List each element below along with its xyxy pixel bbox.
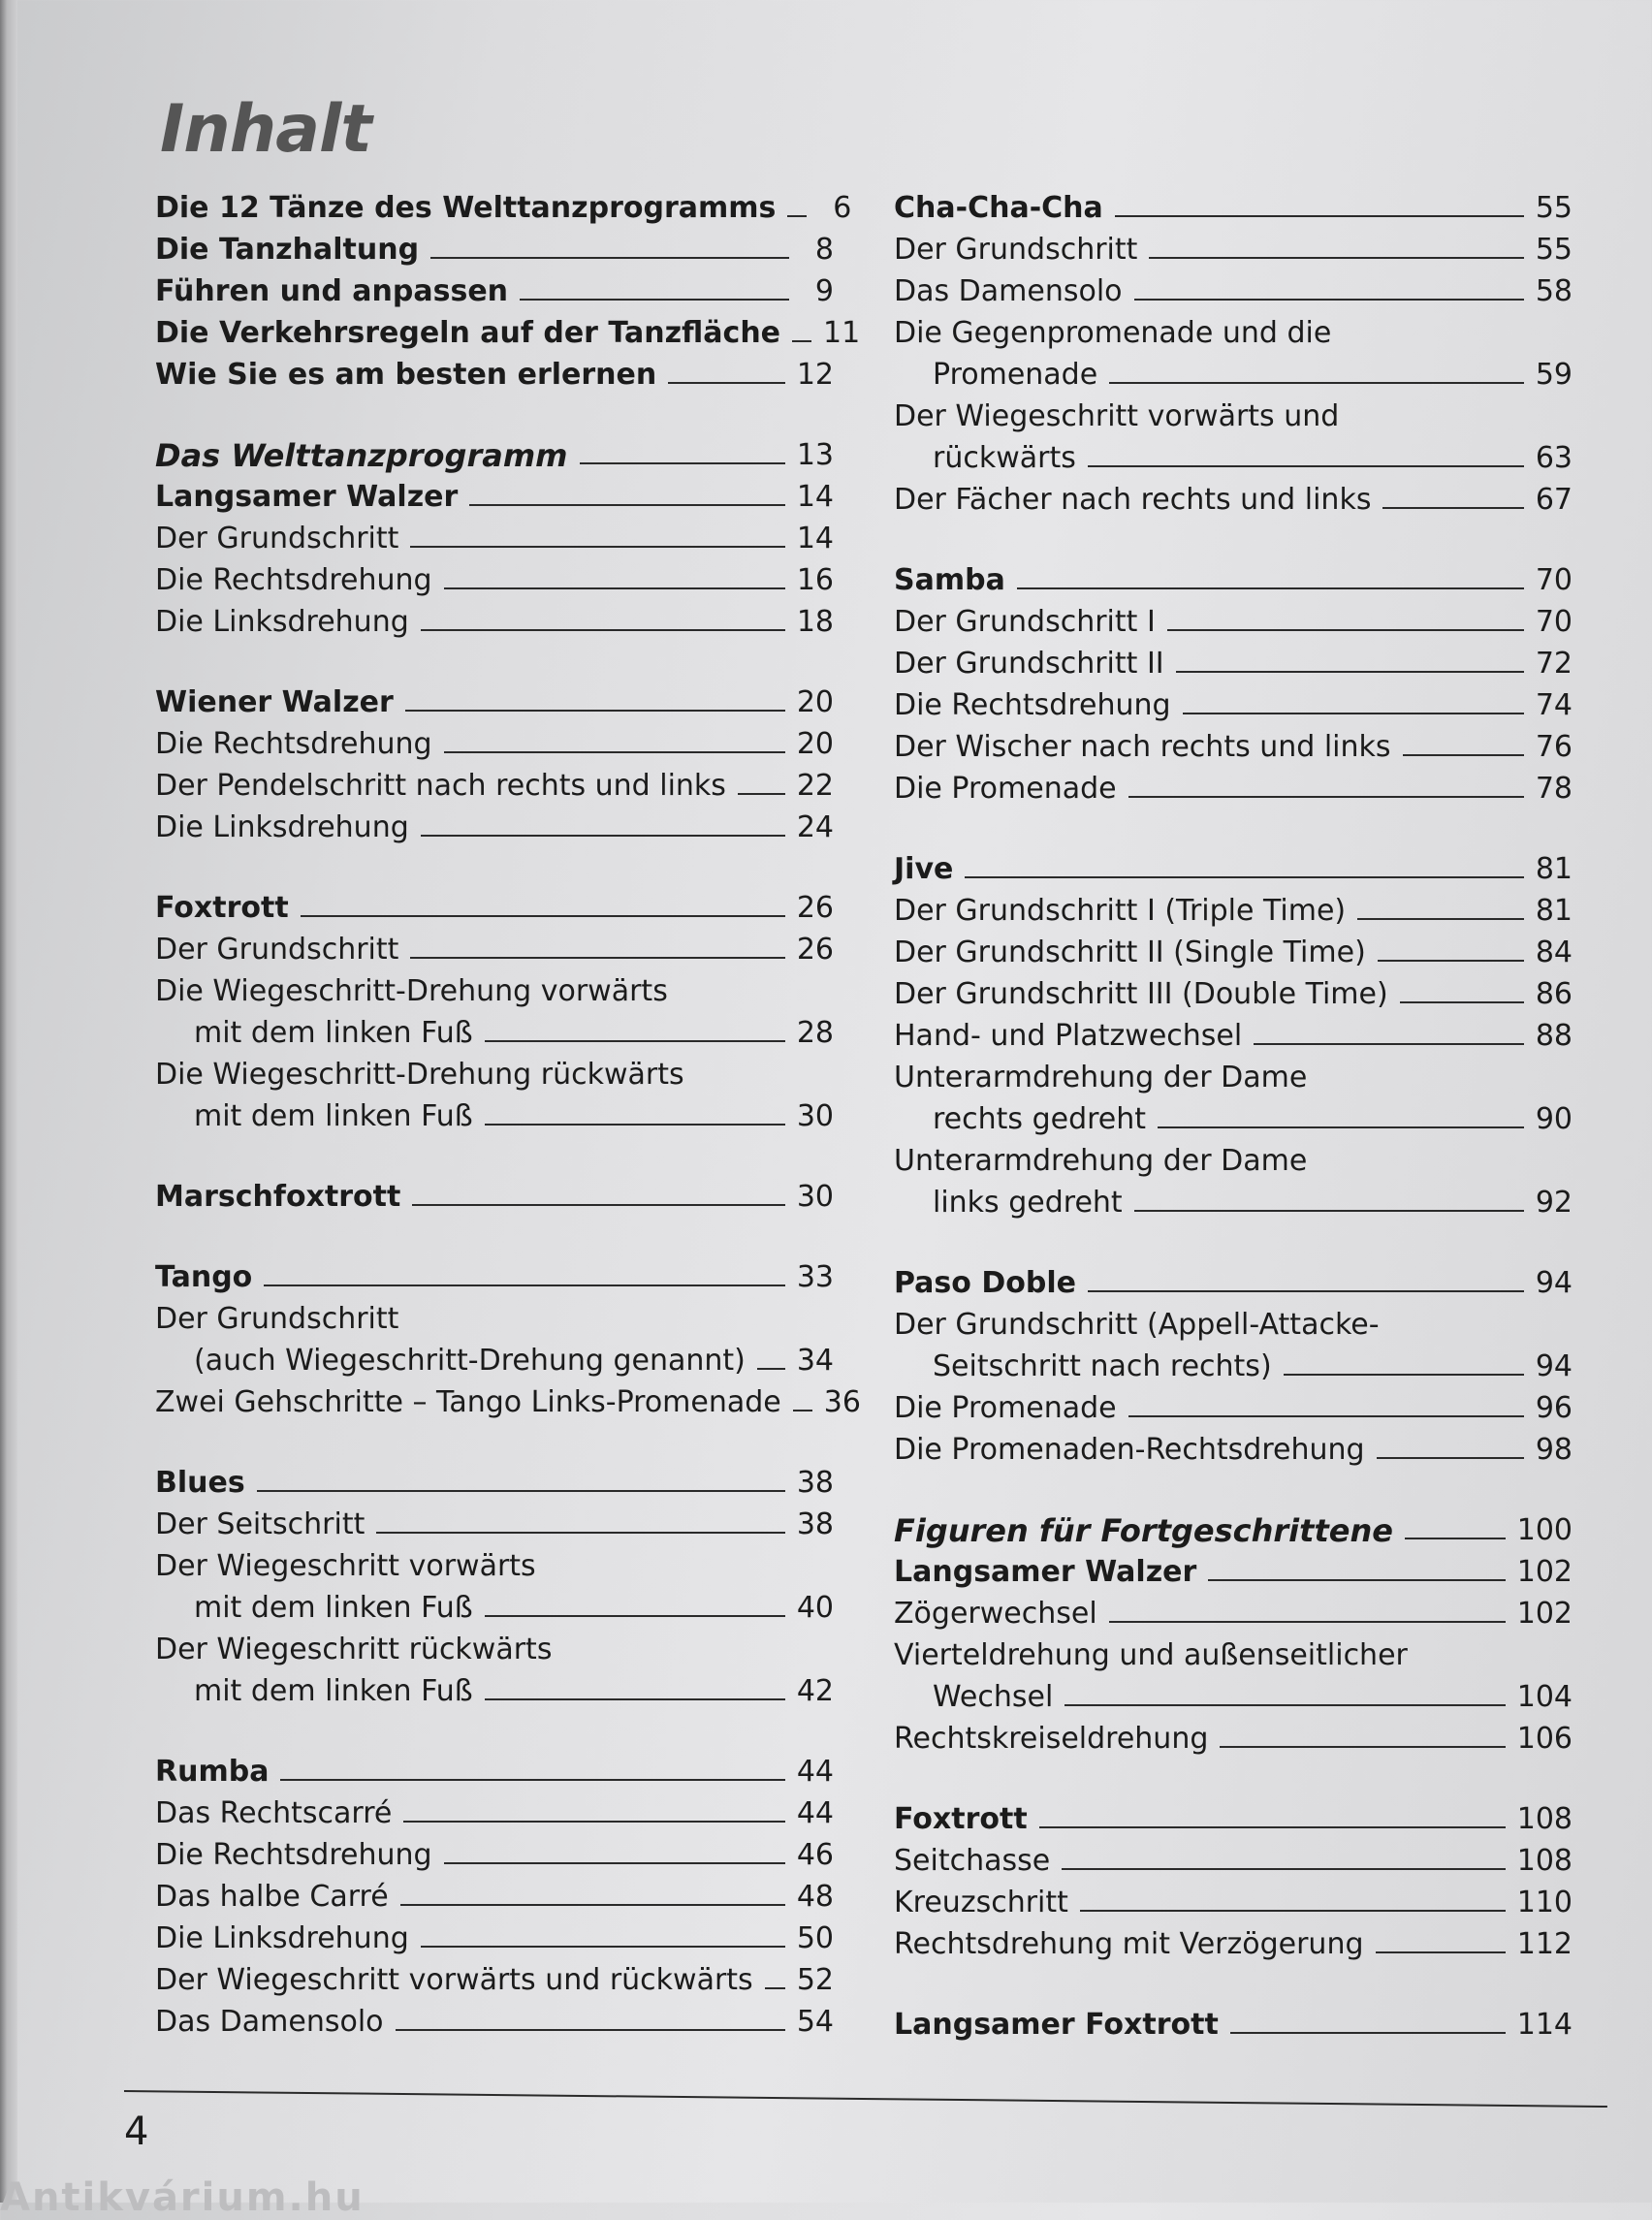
- toc-leader-line: [1134, 299, 1524, 301]
- toc-entry: [155, 1379, 861, 1420]
- toc-page-number: 40: [796, 1591, 834, 1625]
- toc-label: links gedreht: [933, 1186, 1123, 1220]
- toc-page-number: 70: [1535, 605, 1573, 639]
- toc-label: Die Rechtsdrehung: [155, 1838, 432, 1872]
- toc-leader-line: [792, 340, 811, 342]
- toc-heading: [155, 351, 834, 393]
- toc-page-number: 112: [1516, 1927, 1573, 1961]
- toc-entry: [894, 351, 1573, 393]
- toc-label: Der Grundschritt I (Triple Time): [894, 894, 1347, 928]
- toc-leader-line: [757, 1368, 785, 1370]
- toc-page-number: 26: [796, 891, 834, 925]
- toc-page-number: 44: [796, 1755, 834, 1789]
- toc-entry: [155, 1501, 834, 1542]
- toc-label: Die Tanzhaltung: [155, 233, 420, 267]
- toc-label: Promenade: [933, 358, 1098, 392]
- toc-label: Langsamer Walzer: [894, 1555, 1197, 1589]
- toc-page-number: 104: [1516, 1680, 1573, 1714]
- footer-rule: [124, 2090, 1607, 2108]
- toc-left-column: [155, 184, 861, 2078]
- toc-label: Rumba: [155, 1755, 270, 1789]
- toc-page-number: 8: [814, 233, 834, 267]
- toc-leader-line: [1377, 1457, 1524, 1459]
- toc-page-number: 106: [1516, 1722, 1573, 1756]
- toc-page-number: 110: [1516, 1886, 1573, 1919]
- toc-entry-text: Der Grundschritt: [155, 1302, 399, 1336]
- toc-leader-line: [965, 876, 1523, 878]
- toc-leader-line: [580, 462, 785, 464]
- toc-leader-line: [421, 1946, 785, 1948]
- toc-heading: [155, 1253, 834, 1295]
- toc-label: rechts gedreht: [933, 1102, 1147, 1136]
- toc-entry: [894, 226, 1573, 268]
- toc-page-number: 30: [796, 1099, 834, 1133]
- toc-leader-line: [1183, 713, 1524, 714]
- toc-heading: [155, 309, 861, 351]
- toc-entry: [155, 1956, 834, 1998]
- toc-label: Tango: [155, 1260, 253, 1294]
- toc-leader-line: [444, 587, 785, 589]
- toc-leader-line: [301, 915, 785, 917]
- toc-page-number: 6: [833, 191, 852, 225]
- toc-label: Zögerwechsel: [894, 1597, 1097, 1631]
- toc-leader-line: [485, 1124, 785, 1126]
- toc-entry: [155, 1584, 834, 1626]
- toc-leader-line: [421, 835, 785, 837]
- toc-label: Der Grundschritt I: [894, 605, 1156, 639]
- toc-label: Die Linksdrehung: [155, 605, 409, 639]
- toc-group: [894, 556, 1573, 807]
- toc-entry: [155, 1831, 834, 1873]
- toc-page-number: 42: [796, 1674, 834, 1708]
- toc-label: Der Fächer nach rechts und links: [894, 483, 1372, 517]
- toc-entry-text: Unterarmdrehung der Dame: [894, 1061, 1308, 1094]
- toc-leader-line: [257, 1490, 785, 1492]
- toc-page-number: 36: [823, 1385, 861, 1419]
- book-binding-shadow: [0, 0, 17, 2203]
- toc-leader-line: [738, 793, 785, 795]
- toc-leader-line: [520, 299, 789, 301]
- toc-group: [155, 679, 834, 845]
- toc-leader-line: [1017, 587, 1524, 589]
- toc-page-number: 84: [1535, 936, 1573, 969]
- toc-label: Samba: [894, 563, 1005, 597]
- toc-leader-line: [1128, 1415, 1524, 1417]
- toc-heading: [894, 1548, 1573, 1590]
- toc-entry: [155, 720, 834, 762]
- toc-label: Der Pendelschritt nach rechts und links: [155, 769, 726, 803]
- toc-page-number: 102: [1516, 1555, 1573, 1589]
- toc-entry: [894, 765, 1573, 807]
- toc-label: Seitschritt nach rechts): [933, 1349, 1272, 1383]
- toc-leader-line: [469, 504, 785, 506]
- toc-heading: [894, 184, 1573, 226]
- toc-leader-line: [410, 957, 784, 959]
- toc-section: [894, 1506, 1573, 1548]
- toc-entry: [155, 1790, 834, 1831]
- toc-group: [894, 1795, 1573, 1962]
- toc-page-number: 58: [1535, 274, 1573, 308]
- toc-entry: [894, 1715, 1573, 1757]
- toc-entry: [894, 1879, 1573, 1920]
- toc-entry: [894, 268, 1573, 309]
- toc-leader-line: [412, 1204, 784, 1206]
- toc-leader-line: [1080, 1910, 1506, 1912]
- toc-leader-line: [403, 1821, 784, 1823]
- toc-page-number: 76: [1535, 730, 1573, 764]
- toc-leader-line: [1115, 215, 1524, 217]
- toc-page-number: 14: [796, 522, 834, 555]
- toc-group: [894, 1506, 1573, 1757]
- toc-leader-line: [1382, 507, 1523, 509]
- toc-page-number: 55: [1535, 191, 1573, 225]
- toc-label: Cha-Cha-Cha: [894, 191, 1103, 225]
- toc-label: Figuren für Fortgeschrittene: [894, 1512, 1393, 1549]
- toc-page-number: 114: [1516, 2008, 1573, 2042]
- toc-leader-line: [485, 1698, 785, 1700]
- toc-group: [155, 184, 861, 393]
- toc-label: Paso Doble: [894, 1266, 1076, 1300]
- toc-label: Wie Sie es am besten erlernen: [155, 358, 657, 392]
- toc-page-number: 33: [796, 1260, 834, 1294]
- toc-label: Die Rechtsdrehung: [155, 727, 432, 761]
- toc-page-number: 108: [1516, 1802, 1573, 1836]
- toc-entry: [894, 434, 1573, 476]
- toc-page-number: 28: [796, 1016, 834, 1050]
- toc-entry: [894, 1343, 1573, 1384]
- toc-label: Zwei Gehschritte – Tango Links-Promenade: [155, 1385, 781, 1419]
- toc-label: Das Welttanzprogramm: [155, 437, 568, 474]
- toc-leader-line: [1064, 1704, 1505, 1706]
- toc-entry: [894, 1012, 1573, 1054]
- toc-label: Wechsel: [933, 1680, 1054, 1714]
- toc-heading: [155, 184, 852, 226]
- toc-entry: [155, 1873, 834, 1915]
- toc-heading: [894, 2001, 1573, 2043]
- toc-entry: [155, 1915, 834, 1956]
- toc-entry: [155, 1009, 834, 1051]
- toc-page-number: 16: [796, 563, 834, 597]
- toc-page-number: 94: [1535, 1349, 1573, 1383]
- toc-label: Marschfoxtrott: [155, 1180, 401, 1214]
- toc-entry: [894, 598, 1573, 640]
- toc-label: Der Wiegeschritt vorwärts und rückwärts: [155, 1963, 753, 1997]
- toc-entry: [894, 476, 1573, 518]
- toc-page-number: 54: [796, 2005, 834, 2039]
- toc-label: Führen und anpassen: [155, 274, 509, 308]
- toc-label: rückwärts: [933, 441, 1076, 475]
- toc-leader-line: [405, 710, 785, 712]
- toc-page-number: 9: [814, 274, 834, 308]
- toc-page-number: 11: [823, 316, 861, 350]
- toc-page-number: 52: [796, 1963, 834, 1997]
- toc-leader-line: [1109, 1621, 1506, 1623]
- toc-group: [894, 2001, 1573, 2043]
- toc-leader-line: [668, 382, 785, 384]
- toc-label: Die Linksdrehung: [155, 810, 409, 844]
- toc-leader-line: [1254, 1043, 1524, 1045]
- toc-leader-line: [1088, 465, 1524, 467]
- toc-label: Rechtskreiseldrehung: [894, 1722, 1209, 1756]
- toc-page-number: 12: [796, 358, 834, 392]
- toc-leader-line: [1403, 754, 1524, 756]
- toc-entry: [894, 970, 1573, 1012]
- toc-label: Das Damensolo: [894, 274, 1123, 308]
- toc-label: Rechtsdrehung mit Verzögerung: [894, 1927, 1364, 1961]
- toc-entry-text: Unterarmdrehung der Dame: [894, 1144, 1308, 1178]
- watermark: Antikvárium.hu: [0, 2175, 365, 2220]
- toc-page-number: 50: [796, 1921, 834, 1955]
- toc-entry: [155, 515, 834, 556]
- toc-page-number: 98: [1535, 1433, 1573, 1467]
- toc-page-number: 102: [1516, 1597, 1573, 1631]
- toc-entry: [894, 723, 1573, 765]
- toc-group: [155, 431, 834, 640]
- toc-leader-line: [1405, 1538, 1506, 1539]
- toc-label: Kreuzschritt: [894, 1886, 1068, 1919]
- toc-entry-text: Die Wiegeschritt-Drehung vorwärts: [155, 974, 668, 1008]
- toc-heading: [894, 556, 1573, 598]
- toc-label: Die Verkehrsregeln auf der Tanzfläche: [155, 316, 781, 350]
- toc-page-number: 90: [1535, 1102, 1573, 1136]
- toc-leader-line: [421, 629, 785, 631]
- toc-heading: [155, 1173, 834, 1215]
- toc-leader-line: [430, 257, 789, 259]
- toc-page-number: 24: [796, 810, 834, 844]
- toc-entry: [894, 1920, 1573, 1962]
- page-title: Inhalt: [160, 90, 371, 168]
- toc-page-number: 100: [1516, 1513, 1573, 1547]
- toc-label: Foxtrott: [155, 891, 289, 925]
- toc-leader-line: [1158, 1126, 1524, 1128]
- toc-entry: [894, 1426, 1573, 1468]
- toc-group: [155, 884, 834, 1134]
- toc-leader-line: [1220, 1746, 1505, 1748]
- toc-leader-line: [765, 1987, 785, 1989]
- toc-page-number: 46: [796, 1838, 834, 1872]
- toc-page-number: 34: [796, 1344, 834, 1378]
- toc-heading: [155, 1748, 834, 1790]
- toc-leader-line: [1208, 1579, 1505, 1581]
- toc-page-number: 70: [1535, 563, 1573, 597]
- toc-label: Die 12 Tänze des Welttanzprogramms: [155, 191, 777, 225]
- toc-group: [894, 845, 1573, 1221]
- toc-label: Die Rechtsdrehung: [894, 688, 1171, 722]
- toc-page-number: 38: [796, 1507, 834, 1541]
- toc-entry: [155, 556, 834, 598]
- toc-page-number: 30: [796, 1180, 834, 1214]
- toc-leader-line: [485, 1040, 785, 1042]
- toc-leader-line: [400, 1904, 785, 1906]
- toc-heading: [155, 226, 834, 268]
- toc-label: Der Grundschritt III (Double Time): [894, 977, 1388, 1011]
- toc-page-number: 38: [796, 1466, 834, 1500]
- toc-page-number: 18: [796, 605, 834, 639]
- toc-label: Die Linksdrehung: [155, 1921, 409, 1955]
- toc-label: Langsamer Foxtrott: [894, 2008, 1219, 2042]
- toc-label: mit dem linken Fuß: [194, 1099, 473, 1133]
- toc-leader-line: [444, 1862, 785, 1864]
- toc-page-number: 72: [1535, 647, 1573, 681]
- toc-entry: [894, 887, 1573, 929]
- toc-label: Das Rechtscarré: [155, 1796, 393, 1830]
- toc-entry: [155, 804, 834, 845]
- toc-group: [155, 1748, 834, 2040]
- toc-heading: [155, 884, 834, 926]
- toc-entry: [894, 640, 1573, 682]
- page-number: 4: [124, 2109, 149, 2154]
- toc-label: Jive: [894, 852, 954, 886]
- toc-entry: [155, 926, 834, 967]
- toc-entry: [894, 1590, 1573, 1632]
- toc-leader-line: [1088, 1290, 1524, 1292]
- toc-leader-line: [1376, 1951, 1506, 1953]
- toc-entry: [894, 1384, 1573, 1426]
- toc-page-number: 92: [1535, 1186, 1573, 1220]
- toc-page-number: 26: [796, 933, 834, 967]
- toc-page-number: 108: [1516, 1844, 1573, 1878]
- toc-page-number: 59: [1535, 358, 1573, 392]
- toc-entry: [155, 762, 834, 804]
- toc-page-number: 94: [1535, 1266, 1573, 1300]
- toc-entry: [155, 598, 834, 640]
- toc-label: (auch Wiegeschritt-Drehung genannt): [194, 1344, 746, 1378]
- toc-page-number: 22: [796, 769, 834, 803]
- toc-leader-line: [1109, 382, 1524, 384]
- toc-leader-line: [1167, 629, 1524, 631]
- toc-label: Der Wischer nach rechts und links: [894, 730, 1391, 764]
- toc-entry: [155, 1998, 834, 2040]
- toc-label: Das Damensolo: [155, 2005, 384, 2039]
- toc-leader-line: [1128, 796, 1524, 798]
- toc-label: mit dem linken Fuß: [194, 1674, 473, 1708]
- toc-entry-text: Die Wiegeschritt-Drehung rückwärts: [155, 1058, 684, 1092]
- toc-leader-line: [444, 751, 785, 753]
- toc-group: [155, 1459, 834, 1709]
- toc-entry-text: Der Wiegeschritt rückwärts: [155, 1633, 553, 1666]
- toc-label: Langsamer Walzer: [155, 480, 459, 514]
- toc-page-number: 48: [796, 1880, 834, 1914]
- toc-page-number: 13: [796, 438, 834, 472]
- toc-leader-line: [280, 1779, 784, 1781]
- toc-page-number: 88: [1535, 1019, 1573, 1053]
- toc-entry-text: Der Wiegeschritt vorwärts: [155, 1549, 536, 1583]
- toc-label: Der Grundschritt: [155, 522, 399, 555]
- toc-label: Die Promenade: [894, 1391, 1117, 1425]
- toc-heading: [155, 473, 834, 515]
- toc-leader-line: [396, 2029, 785, 2031]
- toc-page-number: 20: [796, 727, 834, 761]
- toc-page-number: 74: [1535, 688, 1573, 722]
- toc-section: [155, 431, 834, 473]
- toc-page-number: 81: [1535, 894, 1573, 928]
- toc-page-number: 86: [1535, 977, 1573, 1011]
- toc-label: Die Rechtsdrehung: [155, 563, 432, 597]
- toc-leader-line: [787, 215, 807, 217]
- toc-leader-line: [264, 1284, 785, 1286]
- toc-label: Foxtrott: [894, 1802, 1028, 1836]
- toc-leader-line: [1378, 960, 1524, 962]
- toc-entry: [894, 929, 1573, 970]
- toc-heading: [155, 268, 834, 309]
- toc-entry-text: Der Wiegeschritt vorwärts und: [894, 399, 1340, 433]
- toc-label: Der Grundschritt: [155, 933, 399, 967]
- toc-label: Seitchasse: [894, 1844, 1051, 1878]
- toc-entry-text: Die Gegenpromenade und die: [894, 316, 1332, 350]
- toc-page-number: 78: [1535, 772, 1573, 806]
- toc-leader-line: [1149, 257, 1523, 259]
- toc-leader-line: [1357, 918, 1524, 920]
- toc-entry: [894, 1673, 1573, 1715]
- toc-label: Der Seitschritt: [155, 1507, 365, 1541]
- toc-heading: [894, 845, 1573, 887]
- toc-label: mit dem linken Fuß: [194, 1591, 473, 1625]
- toc-leader-line: [1039, 1826, 1506, 1828]
- toc-heading: [894, 1259, 1573, 1301]
- toc-page-number: 55: [1535, 233, 1573, 267]
- toc-leader-line: [1134, 1210, 1524, 1212]
- toc-entry-text: Der Grundschritt (Appell-Attacke-: [894, 1308, 1380, 1342]
- toc-leader-line: [1400, 1001, 1524, 1003]
- toc-entry: [155, 1337, 834, 1379]
- toc-group: [155, 1253, 861, 1420]
- toc-heading: [155, 1459, 834, 1501]
- toc-label: Die Promenaden-Rechtsdrehung: [894, 1433, 1365, 1467]
- toc-label: Der Grundschritt: [894, 233, 1138, 267]
- toc-label: Hand- und Platzwechsel: [894, 1019, 1243, 1053]
- toc-leader-line: [1284, 1374, 1524, 1376]
- toc-label: Wiener Walzer: [155, 685, 394, 719]
- toc-right-column: [894, 184, 1573, 2081]
- toc-label: Blues: [155, 1466, 245, 1500]
- toc-heading: [155, 679, 834, 720]
- toc-page-number: 14: [796, 480, 834, 514]
- toc-leader-line: [1176, 671, 1524, 673]
- toc-heading: [894, 1795, 1573, 1837]
- toc-entry: [894, 1837, 1573, 1879]
- toc-page-number: 44: [796, 1796, 834, 1830]
- toc-leader-line: [1230, 2032, 1506, 2034]
- toc-label: Das halbe Carré: [155, 1880, 389, 1914]
- toc-page-number: 67: [1535, 483, 1573, 517]
- toc-group: [155, 1173, 834, 1215]
- toc-entry: [894, 682, 1573, 723]
- toc-entry: [894, 1095, 1573, 1137]
- toc-leader-line: [376, 1532, 784, 1534]
- toc-page-number: 96: [1535, 1391, 1573, 1425]
- toc-label: Der Grundschritt II (Single Time): [894, 936, 1366, 969]
- toc-group: [894, 184, 1573, 518]
- toc-leader-line: [410, 546, 784, 548]
- toc-label: Die Promenade: [894, 772, 1117, 806]
- toc-label: mit dem linken Fuß: [194, 1016, 473, 1050]
- toc-entry: [155, 1667, 834, 1709]
- toc-page-number: 81: [1535, 852, 1573, 886]
- toc-leader-line: [1062, 1868, 1506, 1870]
- toc-page-number: 20: [796, 685, 834, 719]
- toc-leader-line: [793, 1410, 812, 1411]
- toc-entry: [894, 1179, 1573, 1221]
- toc-entry-text: Vierteldrehung und außenseitlicher: [894, 1638, 1408, 1672]
- toc-leader-line: [485, 1615, 785, 1617]
- toc-page-number: 63: [1535, 441, 1573, 475]
- toc-group: [894, 1259, 1573, 1468]
- toc-label: Der Grundschritt II: [894, 647, 1164, 681]
- toc-entry: [155, 1093, 834, 1134]
